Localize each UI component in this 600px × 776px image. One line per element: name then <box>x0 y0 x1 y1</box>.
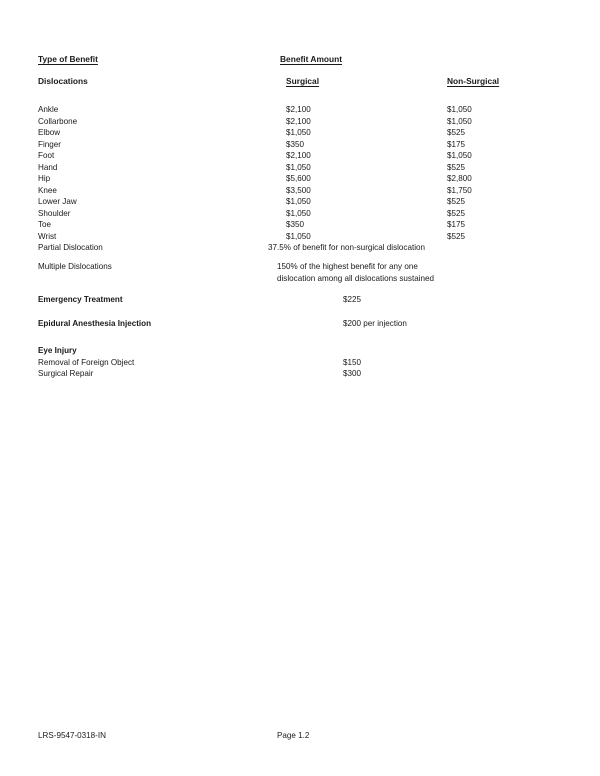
page-number: Page 1.2 <box>277 731 310 740</box>
dislocation-surgical-amount: $3,500 <box>286 185 311 195</box>
dislocation-name: Hand <box>38 162 58 172</box>
multiple-dislocations-label: Multiple Dislocations <box>38 262 112 271</box>
dislocation-surgical-amount: $2,100 <box>286 151 311 160</box>
dislocation-name: Toe <box>38 220 52 229</box>
page-footer <box>0 730 600 742</box>
dislocation-surgical-amount: $2,100 <box>286 105 311 114</box>
table-row <box>0 219 600 231</box>
dislocation-non-surgical-amount: $1,050 <box>447 105 472 114</box>
table-row <box>0 185 600 197</box>
table-row <box>0 162 600 174</box>
dislocation-name: Lower Jaw <box>38 197 77 206</box>
table-row <box>0 231 600 243</box>
emergency-treatment-row <box>0 294 600 306</box>
emergency-treatment-amount: $225 <box>343 295 362 304</box>
dislocation-name: Knee <box>38 185 57 195</box>
epidural-anesthesia-row <box>0 318 600 330</box>
dislocation-name: Foot <box>38 151 55 160</box>
table-row <box>0 242 600 254</box>
table-row <box>0 116 600 128</box>
eye-injury-item-amount: $300 <box>343 369 362 378</box>
non-surgical-column-header: Non-Surgical <box>447 76 500 86</box>
dislocation-non-surgical-amount: $525 <box>447 231 466 241</box>
multiple-dislocations-block <box>0 261 600 284</box>
epidural-anesthesia-amount: $200 per injection <box>343 319 407 328</box>
dislocation-surgical-amount: $1,050 <box>286 128 311 137</box>
table-row <box>0 368 600 380</box>
type-of-benefit-header: Type of Benefit <box>38 54 98 64</box>
table-row <box>0 208 600 220</box>
dislocation-surgical-amount: $5,600 <box>286 174 311 183</box>
dislocation-surgical-amount: $350 <box>286 139 305 149</box>
dislocation-non-surgical-amount: $1,750 <box>447 185 472 195</box>
eye-injury-items <box>0 357 600 380</box>
eye-injury-item-name: Surgical Repair <box>38 369 94 378</box>
table-row <box>0 139 600 151</box>
table-row <box>0 127 600 139</box>
table-row <box>0 173 600 185</box>
partial-dislocation-label: Partial Dislocation <box>38 243 103 252</box>
dislocation-name: Elbow <box>38 128 61 137</box>
benefit-amount-header: Benefit Amount <box>280 54 343 64</box>
table-row <box>0 273 600 285</box>
dislocation-name: Finger <box>38 139 61 149</box>
dislocation-name: Ankle <box>38 105 59 114</box>
form-number: LRS-9547-0318-IN <box>38 731 106 740</box>
eye-injury-heading-row <box>0 345 600 357</box>
eye-injury-heading: Eye Injury <box>38 346 77 355</box>
dislocation-non-surgical-amount: $175 <box>447 220 466 229</box>
dislocation-surgical-amount: $1,050 <box>286 231 311 241</box>
table-row <box>0 150 600 162</box>
dislocation-non-surgical-amount: $1,050 <box>447 116 472 126</box>
dislocation-non-surgical-amount: $2,800 <box>447 174 472 183</box>
eye-injury-item-amount: $150 <box>343 357 362 367</box>
dislocation-surgical-amount: $1,050 <box>286 162 311 172</box>
dislocation-surgical-amount: $2,100 <box>286 116 311 126</box>
dislocation-non-surgical-amount: $525 <box>447 197 466 206</box>
dislocation-non-surgical-amount: $1,050 <box>447 151 472 160</box>
dislocation-surgical-amount: $1,050 <box>286 197 311 206</box>
dislocation-non-surgical-amount: $525 <box>447 128 466 137</box>
column-header-row <box>0 76 600 88</box>
dislocation-name: Shoulder <box>38 208 71 218</box>
table-row <box>0 104 600 116</box>
table-title-row <box>0 54 600 66</box>
multiple-dislocations-amount-line1: 150% of the highest benefit for any one <box>277 262 418 271</box>
eye-injury-block <box>0 345 600 380</box>
dislocation-name: Collarbone <box>38 116 78 126</box>
dislocations-section-header: Dislocations <box>38 76 88 86</box>
dislocation-surgical-amount: $1,050 <box>286 208 311 218</box>
table-row <box>0 357 600 369</box>
dislocation-table <box>0 104 600 254</box>
surgical-column-header: Surgical <box>286 76 320 86</box>
eye-injury-item-name: Removal of Foreign Object <box>38 357 135 367</box>
dislocation-name: Wrist <box>38 231 57 241</box>
table-row <box>0 261 600 273</box>
emergency-treatment-label: Emergency Treatment <box>38 295 123 304</box>
dislocation-name: Hip <box>38 174 51 183</box>
dislocation-non-surgical-amount: $525 <box>447 208 466 218</box>
table-row <box>0 196 600 208</box>
partial-dislocation-amount: 37.5% of benefit for non-surgical dislocation <box>268 243 426 252</box>
dislocation-surgical-amount: $350 <box>286 220 305 229</box>
multiple-dislocations-amount-line2: dislocation among all dislocations sustained <box>277 273 435 283</box>
epidural-anesthesia-label: Epidural Anesthesia Injection <box>38 319 152 328</box>
dislocation-non-surgical-amount: $175 <box>447 139 466 149</box>
dislocation-non-surgical-amount: $525 <box>447 162 466 172</box>
